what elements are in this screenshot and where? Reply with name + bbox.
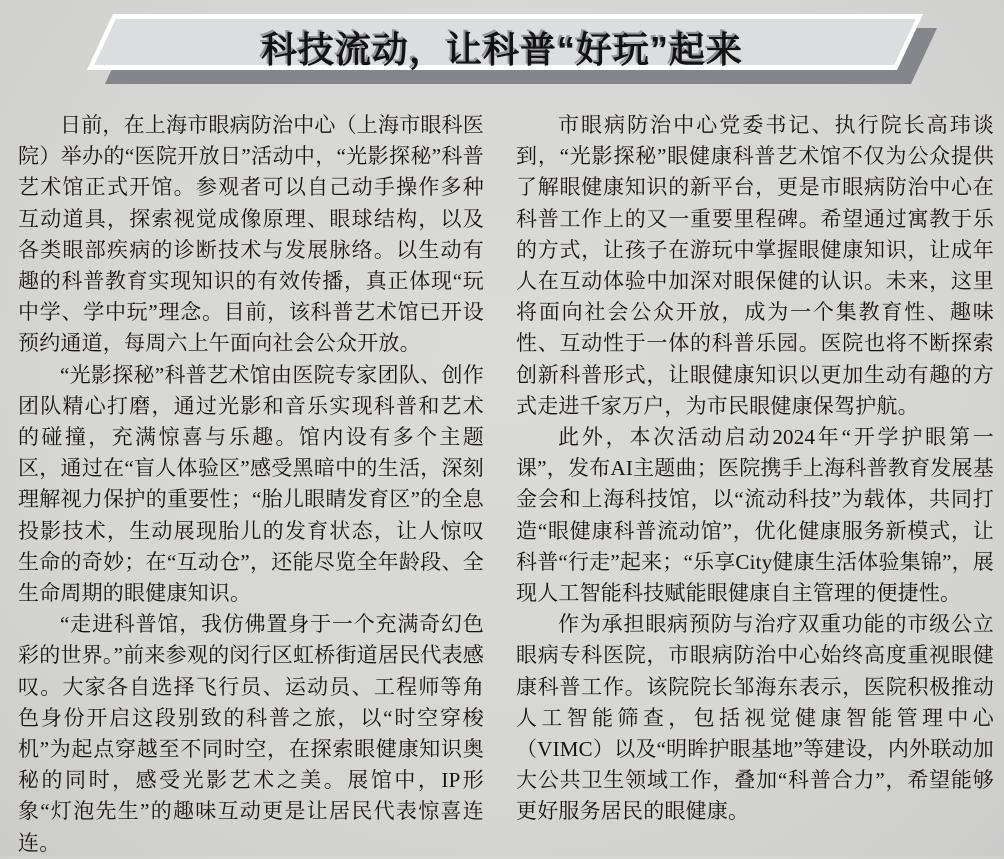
article-body	[18, 110, 998, 859]
paragraph: 市眼病防治中心党委书记、执行院长高玮谈到，“光影探秘”眼健康科普艺术馆不仅为公众提供了解眼健康知识的新平台，更是市眼病防治中心在科普工作上的又一重要里程碑。希望通过寓教于乐的方式，让孩子在游玩中掌握眼健康知识，让成年人在互动体验中加深对眼保健的认识。未来，这里将面向社会公众开放，成为一个集教育性、趣味性、互动性于一体的科普乐园。医院也将不断探索创新科普形式，让眼健康知识以更加生动有趣的方式走进千家万户，为市民眼健康保驾护航。	[516, 113, 994, 418]
article-column-right	[516, 110, 994, 859]
paragraph: 此外，本次活动启动2024年“开学护眼第一课”，发布AI主题曲；医院携手上海科普教育发展基金会和上海科技馆，以“流动科技”为载体，共同打造“眼健康科普流动馆”，优化健康服务新模式，让科普“行走”起来；“乐享City健康生活体验集锦”，展现人工智能科技赋能眼健康自主管理的便捷性。	[516, 425, 994, 606]
article-headline: 科技流动，让科普“好玩”起来	[260, 29, 743, 70]
paragraph: “光影探秘”科普艺术馆由医院专家团队、创作团队精心打磨，通过光影和音乐实现科普和艺术的碰撞，充满惊喜与乐趣。馆内设有多个主题区，通过在“盲人体验区”感受黑暗中的生活，深刻理解视力保护的重要性；“胎儿眼睛发育区”的全息投影技术，生动展现胎儿的发育状态，让人惊叹生命的奇妙；在“互动仓”，还能尽览全年龄段、全生命周期的眼健康知识。	[18, 362, 484, 606]
headline-banner	[0, 0, 1004, 96]
article-column-left	[18, 110, 484, 859]
paragraph: “走进科普馆，我仿佛置身于一个充满奇幻色彩的世界。”前来参观的闵行区虹桥街道居民代表感叹。大家各自选择飞行员、运动员、工程师等角色身份开启这段别致的科普之旅，以“时空穿梭机”为起点穿越至不同时空，在探索眼健康知识奥秘的同时，感受光影艺术之美。展馆中，IP形象“灯泡先生”的趣味互动更是让居民代表惊喜连连。	[18, 612, 484, 855]
paragraph: 日前，在上海市眼病防治中心（上海市眼科医院）举办的“医院开放日”活动中，“光影探秘”科普艺术馆正式开馆。参观者可以自己动手操作多种互动道具，探索视觉成像原理、眼球结构，以及各类眼部疾病的诊断技术与发展脉络。以生动有趣的科普教育实现知识的有效传播，真正体现“玩中学、学中玩”理念。目前，该科普艺术馆已开设预约通道，每周六上午面向社会公众开放。	[18, 113, 484, 356]
paragraph: 作为承担眼病预防与治疗双重功能的市级公立眼病专科医院，市眼病防治中心始终高度重视眼健康科普工作。该院院长邹海东表示，医院积极推动人工智能筛查，包括视觉健康智能管理中心（VIMC）以及“明眸护眼基地”等建设，内外联动加大公共卫生领域工作，叠加“科普合力”，希望能够更好服务居民的眼健康。	[516, 612, 994, 824]
